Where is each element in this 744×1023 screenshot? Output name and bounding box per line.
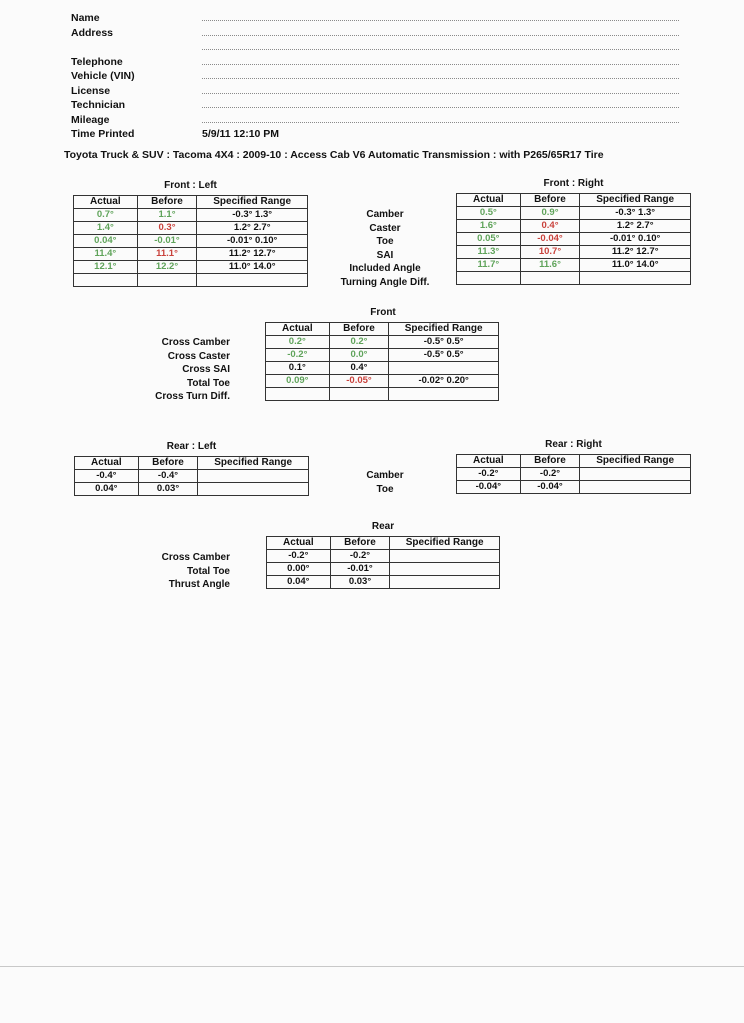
scan-edge-line	[0, 966, 744, 967]
front-cross-title: Front	[370, 307, 396, 318]
cell-actual: 1.4°	[74, 222, 138, 235]
table-row	[266, 375, 499, 388]
vin-line	[202, 78, 679, 79]
cell-spec	[390, 576, 500, 589]
time-printed-label: Time Printed	[71, 128, 135, 140]
label-rear-camber: Camber	[366, 470, 404, 481]
cell-before: 0.4°	[520, 220, 580, 233]
col-actual: Actual	[267, 537, 331, 550]
cell-before: 0.03°	[330, 576, 390, 589]
table-row	[74, 248, 308, 261]
table-row	[457, 246, 691, 259]
cell-before: 11.6°	[520, 259, 580, 272]
cell-actual: 11.4°	[74, 248, 138, 261]
telephone-line	[202, 64, 679, 65]
cell-spec	[390, 550, 500, 563]
label-turning-angle-diff: Turning Angle Diff.	[340, 276, 430, 288]
rear-cross-table	[266, 536, 500, 589]
col-spec: Specified Range	[389, 323, 499, 336]
front-left-title: Front : Left	[164, 180, 217, 191]
cell-actual: -0.2°	[267, 550, 331, 563]
mileage-line	[202, 122, 679, 123]
rear-row-labels	[330, 469, 440, 496]
rear-left-table	[74, 456, 309, 496]
cell-spec: 11.0° 14.0°	[580, 259, 691, 272]
label-caster: Caster	[369, 222, 401, 234]
front-right-table	[456, 193, 691, 285]
cell-before: 0.2°	[329, 336, 389, 349]
cell-spec: -0.5° 0.5°	[389, 349, 499, 362]
cell-before: 0.03°	[138, 483, 198, 496]
rear-cross-title: Rear	[371, 521, 395, 532]
col-before: Before	[329, 323, 389, 336]
time-printed-value: 5/9/11 12:10 PM	[202, 128, 280, 140]
cell-spec	[580, 481, 691, 494]
table-row	[267, 576, 500, 589]
col-spec: Specified Range	[580, 194, 691, 207]
cell-actual: 11.3°	[457, 246, 521, 259]
cell-spec: 1.2° 2.7°	[197, 222, 308, 235]
table-row	[266, 336, 499, 349]
cell-spec: 11.2° 12.7°	[197, 248, 308, 261]
address-label: Address	[71, 27, 114, 39]
table-row	[457, 259, 691, 272]
telephone-label: Telephone	[71, 56, 123, 68]
rear-left-title: Rear : Left	[166, 441, 217, 452]
cell-actual: 0.04°	[267, 576, 331, 589]
cell-actual: 0.7°	[74, 209, 138, 222]
col-actual: Actual	[457, 455, 521, 468]
col-actual: Actual	[457, 194, 521, 207]
mileage-label: Mileage	[71, 114, 110, 126]
col-before: Before	[520, 194, 580, 207]
col-spec: Specified Range	[390, 537, 500, 550]
cell-spec	[389, 362, 499, 375]
label-cross-camber: Cross Camber	[161, 552, 230, 563]
table-row	[457, 220, 691, 233]
cell-spec	[580, 468, 691, 481]
table-row	[266, 388, 499, 401]
cell-actual: -0.04°	[457, 481, 521, 494]
table-row	[74, 261, 308, 274]
cell-before: -0.01°	[137, 235, 197, 248]
table-row	[457, 468, 691, 481]
cell-before: 10.7°	[520, 246, 580, 259]
name-line	[202, 20, 679, 21]
rear-cross-labels	[120, 551, 230, 592]
front-row-labels	[318, 208, 452, 289]
cell-actual: 11.7°	[457, 259, 521, 272]
cell-spec	[198, 483, 309, 496]
cell-spec	[390, 563, 500, 576]
cell-spec	[580, 272, 691, 285]
cell-before: 12.2°	[137, 261, 197, 274]
technician-line	[202, 107, 679, 108]
label-toe: Toe	[376, 236, 394, 247]
label-cross-turn-diff: Cross Turn Diff.	[155, 391, 230, 402]
cell-before: -0.01°	[330, 563, 390, 576]
cell-before: 0.9°	[520, 207, 580, 220]
table-row	[457, 481, 691, 494]
technician-label: Technician	[71, 99, 126, 111]
cell-actual	[457, 272, 521, 285]
col-actual: Actual	[75, 457, 139, 470]
name-label: Name	[71, 12, 100, 24]
cell-before: -0.04°	[520, 481, 580, 494]
cell-actual: 0.04°	[75, 483, 139, 496]
cell-before: 11.1°	[137, 248, 197, 261]
cell-spec: -0.3° 1.3°	[580, 207, 691, 220]
col-before: Before	[520, 455, 580, 468]
table-row	[74, 235, 308, 248]
table-row	[75, 483, 309, 496]
cell-actual	[74, 274, 138, 287]
col-spec: Specified Range	[580, 455, 691, 468]
cell-spec: 11.2° 12.7°	[580, 246, 691, 259]
cell-spec: -0.5° 0.5°	[389, 336, 499, 349]
col-actual: Actual	[266, 323, 330, 336]
cell-before: -0.2°	[330, 550, 390, 563]
cell-actual: -0.2°	[457, 468, 521, 481]
cell-before: 0.3°	[137, 222, 197, 235]
cell-spec: -0.02° 0.20°	[389, 375, 499, 388]
address-line-2	[202, 49, 679, 50]
table-row	[267, 550, 500, 563]
cell-actual: 12.1°	[74, 261, 138, 274]
cell-actual: 0.1°	[266, 362, 330, 375]
vin-label: Vehicle (VIN)	[71, 70, 135, 82]
table-row	[457, 233, 691, 246]
table-row	[74, 222, 308, 235]
table-row	[457, 207, 691, 220]
label-sai: SAI	[376, 249, 394, 261]
cell-before: 1.1°	[137, 209, 197, 222]
front-cross-table	[265, 322, 499, 401]
table-row	[74, 274, 308, 287]
label-cross-caster: Cross Caster	[167, 350, 230, 362]
col-spec: Specified Range	[197, 196, 308, 209]
cell-actual: 0.04°	[74, 235, 138, 248]
license-label: License	[71, 85, 111, 97]
table-row	[74, 209, 308, 222]
cell-spec: 11.0° 14.0°	[197, 261, 308, 274]
col-before: Before	[330, 537, 390, 550]
cell-before: -0.05°	[329, 375, 389, 388]
cell-spec: -0.01° 0.10°	[580, 233, 691, 246]
cell-before	[329, 388, 389, 401]
cell-before: 0.4°	[329, 362, 389, 375]
cell-actual: 0.00°	[267, 563, 331, 576]
rear-right-title: Rear : Right	[545, 439, 602, 450]
col-spec: Specified Range	[198, 457, 309, 470]
label-cross-camber: Cross Camber	[161, 337, 230, 348]
cell-before	[137, 274, 197, 287]
cell-actual: 0.5°	[457, 207, 521, 220]
table-row	[267, 563, 500, 576]
cell-actual: 1.6°	[457, 220, 521, 233]
cell-spec	[197, 274, 308, 287]
label-camber: Camber	[366, 209, 404, 220]
cell-before: 0.0°	[329, 349, 389, 362]
cell-spec	[198, 470, 309, 483]
front-left-table	[73, 195, 308, 287]
label-included-angle: Included Angle	[349, 263, 421, 274]
cell-actual	[266, 388, 330, 401]
cell-actual: 0.2°	[266, 336, 330, 349]
label-rear-toe: Toe	[376, 483, 394, 495]
table-row	[75, 470, 309, 483]
cell-actual: 0.09°	[266, 375, 330, 388]
cell-actual: -0.4°	[75, 470, 139, 483]
cell-before: -0.2°	[520, 468, 580, 481]
table-row	[266, 349, 499, 362]
label-total-toe: Total Toe	[187, 565, 230, 577]
front-right-title: Front : Right	[543, 178, 604, 189]
cell-before: -0.04°	[520, 233, 580, 246]
label-thrust-angle: Thrust Angle	[168, 579, 230, 590]
col-actual: Actual	[74, 196, 138, 209]
cell-spec	[389, 388, 499, 401]
rear-right-table	[456, 454, 691, 494]
col-before: Before	[137, 196, 197, 209]
cell-before: -0.4°	[138, 470, 198, 483]
address-line	[202, 35, 679, 36]
cell-spec: -0.3° 1.3°	[197, 209, 308, 222]
cell-actual: -0.2°	[266, 349, 330, 362]
table-row	[266, 362, 499, 375]
table-row	[457, 272, 691, 285]
cell-spec: 1.2° 2.7°	[580, 220, 691, 233]
vehicle-description: Toyota Truck & SUV : Tacoma 4X4 : 2009-10 : Access Cab V6 Automatic Transmission : with P265/65R17 Tire	[64, 149, 604, 161]
cell-spec: -0.01° 0.10°	[197, 235, 308, 248]
col-before: Before	[138, 457, 198, 470]
front-cross-labels	[120, 336, 230, 404]
license-line	[202, 93, 679, 94]
label-total-toe: Total Toe	[187, 377, 230, 389]
label-cross-sai: Cross SAI	[182, 364, 230, 375]
cell-actual: 0.05°	[457, 233, 521, 246]
cell-before	[520, 272, 580, 285]
